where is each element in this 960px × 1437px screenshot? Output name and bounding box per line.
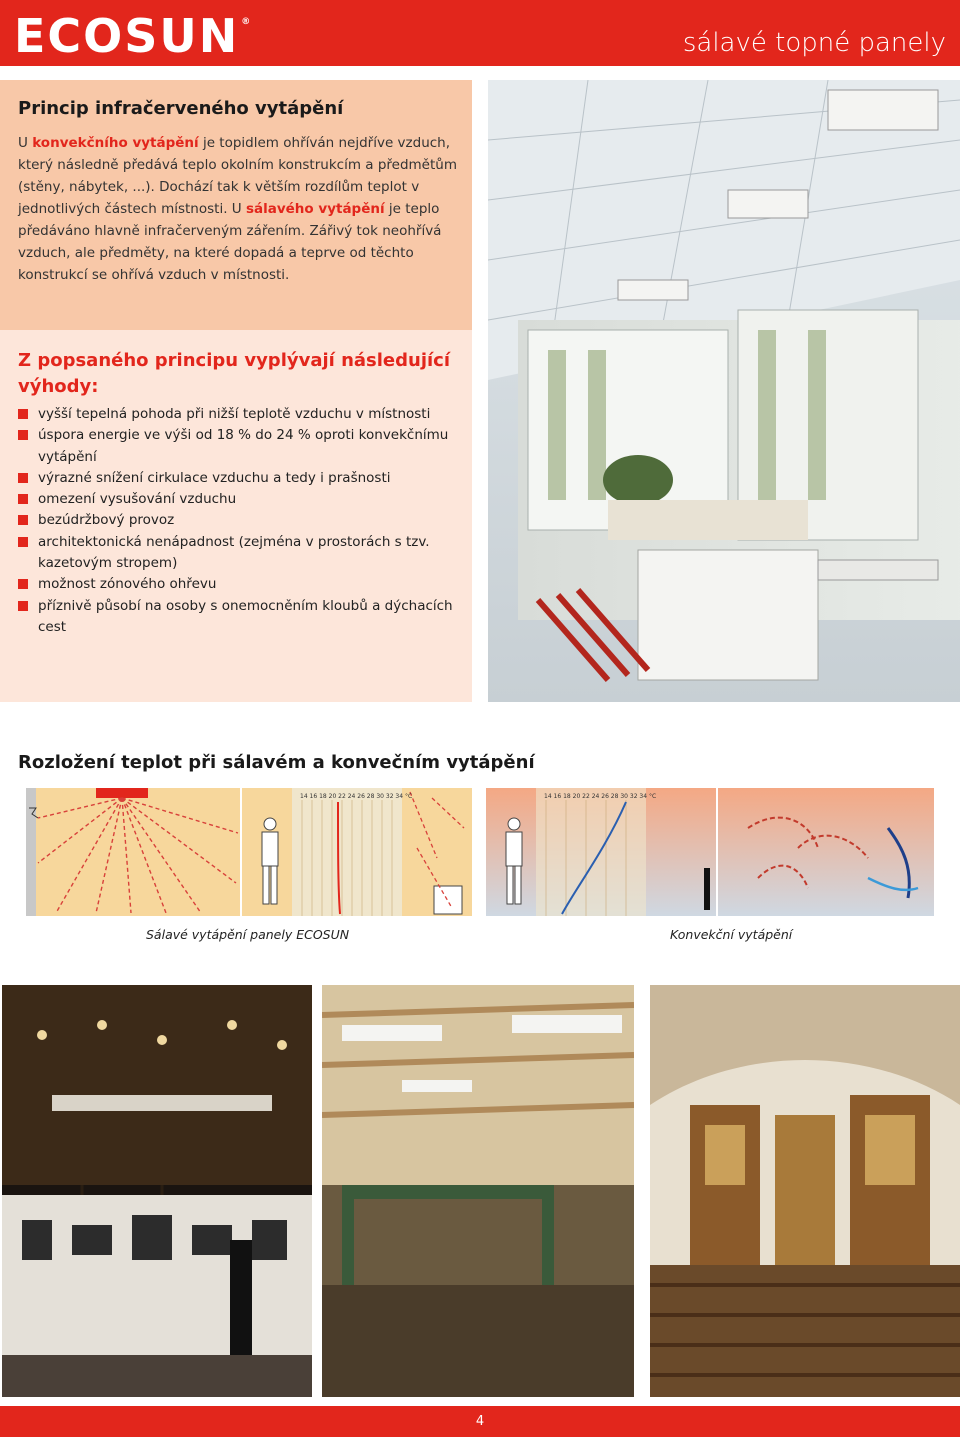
benefit-item: vyšší tepelná pohoda při nižší teplotě vzduchu v místnosti <box>18 404 458 425</box>
benefits-list <box>18 404 458 638</box>
diagram-convective-room <box>718 788 934 916</box>
benefit-item: úspora energie ve výši od 18 % do 24 % oproti konvekčnímu vytápění <box>18 425 458 468</box>
header-bar <box>0 0 960 66</box>
benefit-item: omezení vysušování vzduchu <box>18 489 458 510</box>
footer-bar <box>0 1406 960 1437</box>
intro-title: Princip infračerveného vytápění <box>18 98 344 119</box>
bullet-icon <box>18 601 28 611</box>
header-tagline: sálavé topné panely <box>682 28 946 58</box>
caption-radiant: Sálavé vytápění panely ECOSUN <box>146 927 350 942</box>
bullet-icon <box>18 579 28 589</box>
office-photo <box>488 80 960 702</box>
scale-label: 14 16 18 20 22 24 26 28 30 32 34 °C <box>544 793 657 800</box>
diagram-convective-profile <box>486 788 716 916</box>
convective-heating-term: konvekčního vytápění <box>32 135 199 151</box>
brand-logo <box>14 8 252 64</box>
intro-paragraph <box>18 132 463 286</box>
section-title-temperature-distribution: Rozložení teplot při sálavém a konvečním vytápění <box>18 752 535 773</box>
radiant-heating-term: sálavého vytápění <box>245 201 385 217</box>
registered-mark: ® <box>241 17 253 27</box>
bullet-icon <box>18 515 28 525</box>
bullet-icon <box>18 430 28 440</box>
diagram-radiant-profile <box>242 788 472 916</box>
bullet-icon <box>18 537 28 547</box>
intro-text-1: U <box>18 135 33 151</box>
benefit-item: příznivě působí na osoby s onemocněním kloubů a dýchacích cest <box>18 596 458 639</box>
brand-name: ECOSUN <box>14 9 240 63</box>
page-number: 4 <box>475 1414 485 1429</box>
diagram-radiant-room <box>26 788 240 916</box>
intro-text-2: je topidlem ohříván nejdříve vzduch, který následně předává teplo okolním konstrukcím a předmětům (stěny, nábytek, ...). Dochází tak k větším rozdílům teplot v jednotlivých částech místnosti. U <box>18 135 457 217</box>
gallery-photo <box>2 985 312 1397</box>
benefits-box <box>0 330 472 702</box>
industrial-hall-photo <box>322 985 634 1397</box>
intro-box <box>0 80 472 330</box>
benefit-item: výrazné snížení cirkulace vzduchu a tedy i prašnosti <box>18 468 458 489</box>
church-interior-photo <box>650 985 960 1397</box>
bullet-icon <box>18 473 28 483</box>
bullet-icon <box>18 494 28 504</box>
benefit-item: architektonická nenápadnost (zejména v prostorách s tzv. kazetovým stropem) <box>18 532 458 575</box>
benefit-item: bezúdržbový provoz <box>18 510 458 531</box>
caption-convective: Konvekční vytápění <box>670 927 793 942</box>
benefit-item: možnost zónového ohřevu <box>18 574 458 595</box>
scale-label: 14 16 18 20 22 24 26 28 30 32 34 °C <box>300 793 413 800</box>
intro-text-3: je teplo předáváno hlavně infračerveným zářením. Zářivý tok neohřívá vzduch, ale předměty, na které dopadá a teprve od těchto konstrukcí se ohřívá vzduch v místnosti. <box>18 201 442 283</box>
benefits-title: Z popsaného principu vyplývají následující výhody: <box>18 350 451 397</box>
bullet-icon <box>18 409 28 419</box>
